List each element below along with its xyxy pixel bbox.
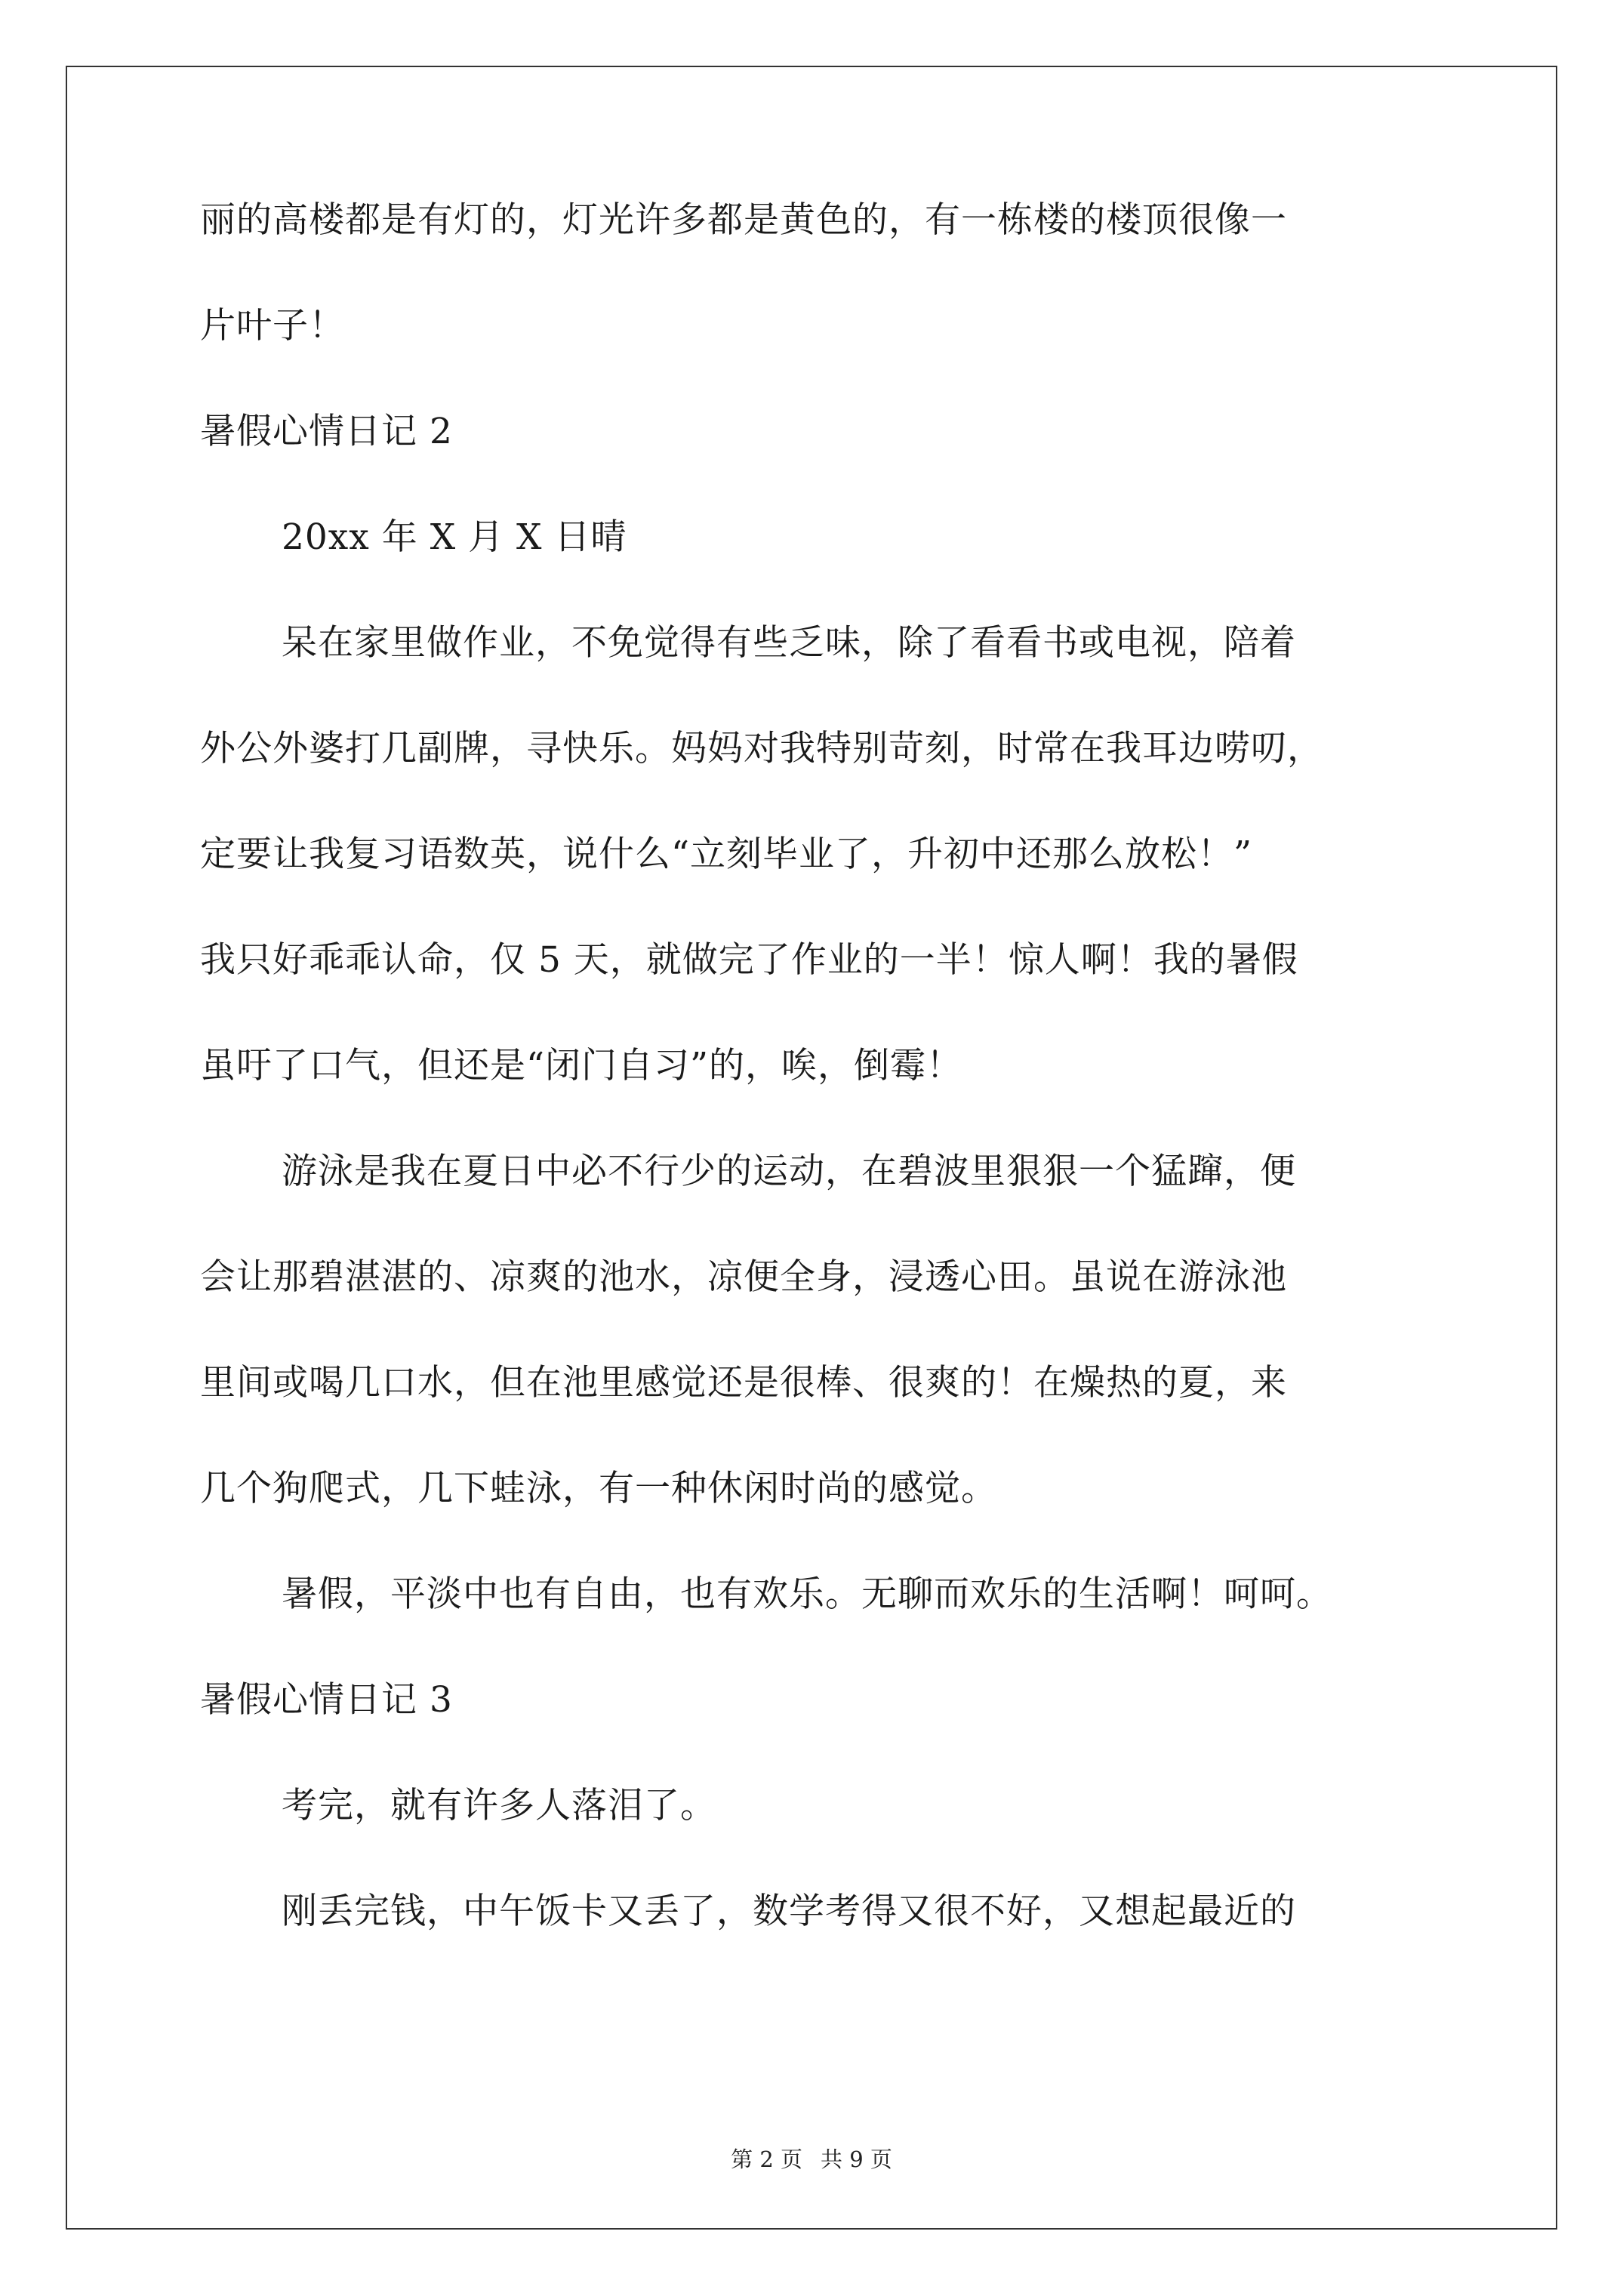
paragraph-line: 丽的高楼都是有灯的，灯光许多都是黄色的，有一栋楼的楼顶很像一	[200, 199, 1287, 241]
page-total: 共 9 页	[821, 2147, 892, 2172]
paragraph-line: 几个狗爬式，几下蛙泳，有一种休闲时尚的感觉。	[200, 1468, 997, 1509]
paragraph-line: 定要让我复习语数英，说什么“立刻毕业了，升初中还那么放松！”	[200, 834, 1253, 875]
paragraph-line: 刚丢完钱，中午饭卡又丢了，数学考得又很不好，又想起最近的	[282, 1891, 1296, 1932]
page-number: 第 2 页	[731, 2147, 802, 2172]
paragraph-line: 里间或喝几口水，但在池里感觉还是很棒、很爽的！在燥热的夏，来	[200, 1362, 1287, 1404]
paragraph-line: 考完，就有许多人落泪了。	[282, 1785, 716, 1826]
paragraph-line: 片叶子！	[200, 305, 345, 347]
paragraph-line: 游泳是我在夏日中必不行少的运动，在碧波里狠狠一个猛蹿，便	[282, 1151, 1296, 1192]
paragraph-line: 暑假，平淡中也有自由，也有欢乐。无聊而欢乐的生活啊！呵呵。	[282, 1573, 1332, 1615]
section-heading: 暑假心情日记 3	[200, 1679, 453, 1721]
paragraph-line: 外公外婆打几副牌，寻快乐。妈妈对我特别苛刻，时常在我耳边唠叨，	[200, 728, 1323, 769]
paragraph-line: 我只好乖乖认命，仅 5 天，就做完了作业的一半！惊人啊！我的暑假	[200, 939, 1298, 981]
paragraph-line: 会让那碧湛湛的、凉爽的池水，凉便全身，浸透心田。虽说在游泳池	[200, 1256, 1287, 1298]
diary-date: 20xx 年 X 月 X 日晴	[282, 516, 627, 558]
section-heading: 暑假心情日记 2	[200, 411, 453, 452]
paragraph-line: 呆在家里做作业，不免觉得有些乏味，除了看看书或电视，陪着	[282, 622, 1296, 664]
paragraph-line: 虽吁了口气，但还是“闭门自习”的，唉，倒霉！	[200, 1045, 963, 1086]
page-footer	[0, 2144, 1623, 2174]
